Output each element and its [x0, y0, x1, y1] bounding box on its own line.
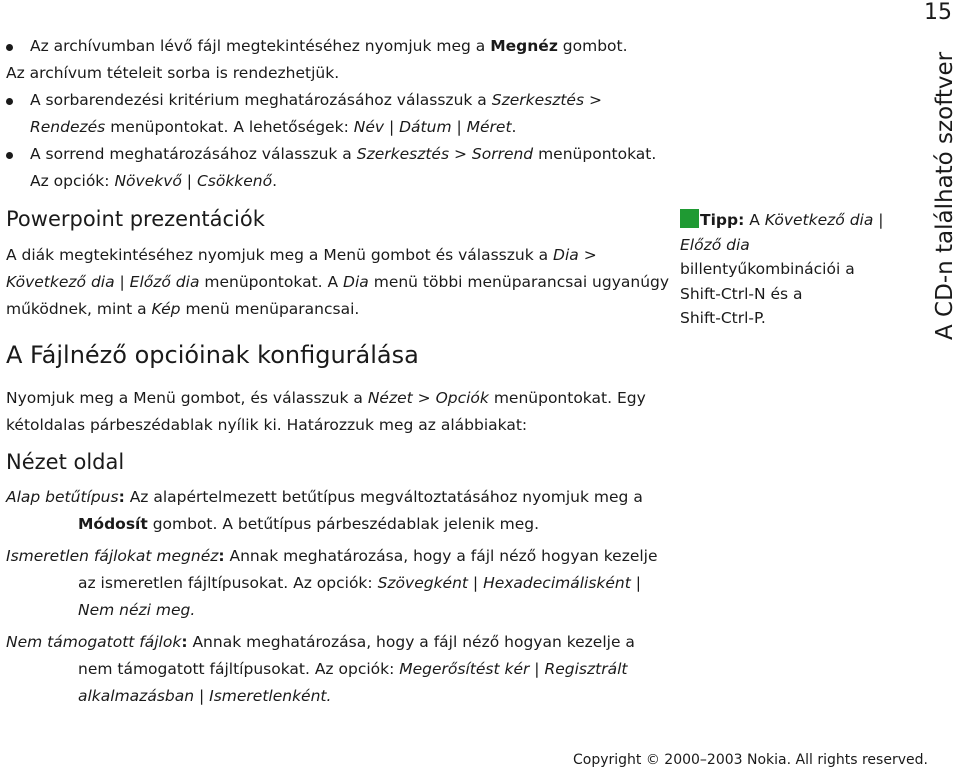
view-button-name: Megnéz [490, 37, 558, 55]
bullet-view-file: Az archívumban lévő fájl megtekintéséhez nyomjuk meg a Megnéz gombot. [6, 33, 656, 60]
def-default-font: Alap betűtípus: Az alapértelmezett betűtípus megváltoztatásához nyomjuk meg a [6, 488, 643, 506]
powerpoint-heading: Powerpoint prezentációk [6, 207, 265, 231]
bullet-sort-criteria: A sorbarendezési kritérium meghatározásához válasszuk a Szerkesztés > [6, 87, 656, 114]
config-heading: A Fájlnéző opcióinak konfigurálása [6, 341, 419, 369]
tip-label: Tipp: [700, 211, 745, 229]
powerpoint-paragraph: A diák megtekintéséhez nyomjuk meg a Menü gombot és válasszuk a Dia > Következő dia | Előző dia menüpontokat. A Dia menü többi menüparancsai ugyanúgy működnek, mint a Kép menü menüparancsai. [6, 246, 670, 318]
bullet-dot [6, 152, 13, 159]
view-page-heading: Nézet oldal [6, 450, 125, 474]
tip-marker-icon [680, 209, 699, 228]
bullet-sort-criteria-cont: Rendezés menüpontokat. A lehetőségek: Név | Dátum | Méret. [30, 118, 517, 136]
config-paragraph: Nyomjuk meg a Menü gombot, és válasszuk a Nézet > Opciók menüpontokat. Egy kétoldalas párbeszédablak nyílik ki. Határozzuk meg az alábbiakat: [6, 389, 646, 434]
view-page-definitions: Alap betűtípus: Az alapértelmezett betűtípus megváltoztatásához nyomjuk meg a Módosít gombot. A betűtípus párbeszédablak jelenik meg. Ismeretlen fájlokat megnéz: Annak meghatározása, hogy a fájl néző hogyan kezelje az ismeretlen fájltípusokat. Az opciók: Szövegként | Hexadecimálisként | Nem nézi meg. Nem támogatott fájlok: Annak meghatározása, hogy a fájl néző hogyan kezelje a nem támogatott fájltípusokat. Az opciók: Megerősítést kér | Regisztrált alkalmazásban | Ismeretlenként. [6, 484, 656, 710]
page-number: 15 [924, 0, 952, 25]
bullet-dot [6, 98, 13, 105]
bullet-sort-order-options: Az opciók: Növekvő | Csökkenő. [30, 172, 278, 190]
copyright-footer: Copyright © 2000–2003 Nokia. All rights reserved. [573, 752, 928, 768]
side-section-title: A CD-n található szoftver [932, 51, 958, 340]
sort-intro: Az archívum tételeit sorba is rendezhetjük. [6, 64, 340, 82]
archive-bullets [6, 33, 656, 195]
def-unsupported-files: Nem támogatott fájlok: Annak meghatározása, hogy a fájl néző hogyan kezelje a [6, 633, 635, 651]
def-unknown-files: Ismeretlen fájlokat megnéz: Annak meghatározása, hogy a fájl néző hogyan kezelje [6, 547, 658, 565]
modify-button-name: Módosít [78, 515, 148, 533]
bullet-dot [6, 44, 13, 51]
bullet-sort-order: A sorrend meghatározásához válasszuk a Szerkesztés > Sorrend menüpontokat. [6, 141, 656, 168]
tip-box: Tipp: A Következő dia | Előző dia billentyűkombinációi a Shift-Ctrl-N és a Shift-Ctrl-P. [680, 211, 884, 327]
